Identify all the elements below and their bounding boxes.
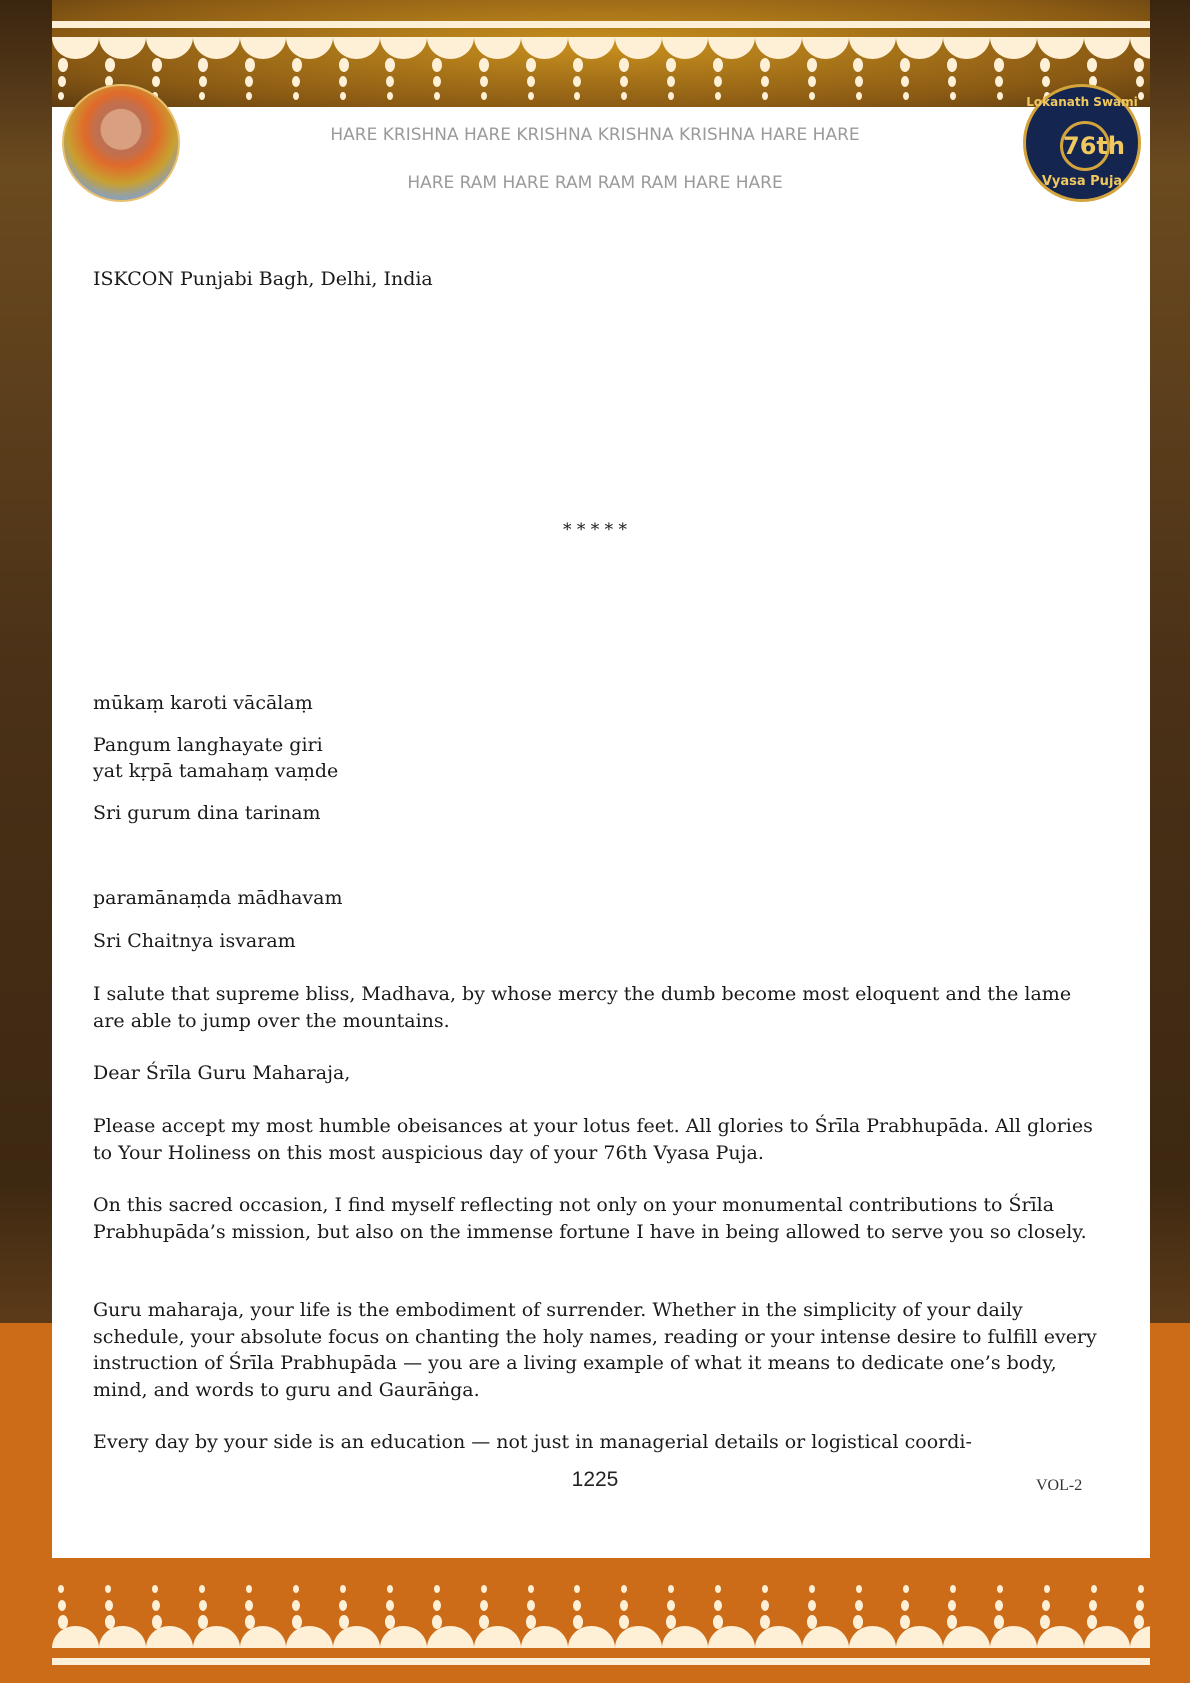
location: ISKCON Punjabi Bagh, Delhi, India [93,268,433,290]
dot [152,76,160,87]
dot [995,76,1003,87]
dot [479,58,489,72]
scallop [474,37,521,59]
page-number: 1225 [571,1468,619,1491]
dot [620,76,628,87]
dot [994,58,1004,72]
verse-line: Sri Chaitnya isvaram [93,930,296,952]
dot [434,92,440,100]
scallop [1084,1626,1131,1648]
dot [1136,76,1144,87]
scallop [240,37,287,59]
dot [855,1600,863,1611]
top-scallop-border [52,37,1150,59]
dot [573,76,581,87]
dot [58,92,64,100]
dot [434,1585,440,1593]
scallop [286,37,333,59]
dot [807,58,817,72]
scallop [146,1626,193,1648]
dot [950,1585,956,1593]
dot [903,92,909,100]
scallop [240,1626,287,1648]
scallop [193,37,240,59]
dot [1089,1600,1097,1611]
dot [528,1585,534,1593]
dot [198,58,208,72]
dot [762,1585,768,1593]
dot [58,1585,64,1593]
dot [386,1600,394,1611]
dot [714,76,722,87]
dot [715,92,721,100]
badge-top-text: Lokanath Swami [1026,95,1138,109]
dot [1042,76,1050,87]
dot [481,92,487,100]
scallop [802,1626,849,1648]
scallop [849,1626,896,1648]
dot [386,76,394,87]
dot [762,92,768,100]
scallop [708,1626,755,1648]
bottom-dot-row [52,1600,1150,1611]
dot [526,58,536,72]
dot [997,1585,1003,1593]
scallop [1037,1626,1084,1648]
top-dot-row [52,58,1150,72]
dot [245,1600,253,1611]
dot [1138,1585,1144,1593]
scallop [1084,37,1131,59]
dot [809,1585,815,1593]
dot [293,92,299,100]
dot [948,76,956,87]
dot [621,1585,627,1593]
top-dot-row [52,92,1150,100]
dot [480,1600,488,1611]
scallop [333,1626,380,1648]
scallop [521,1626,568,1648]
scallop [568,37,615,59]
dot [761,1600,769,1611]
dot [950,92,956,100]
dot [714,1600,722,1611]
dot [199,92,205,100]
bottom-dot-row [52,1585,1150,1593]
dot [199,76,207,87]
scallop [990,37,1037,59]
dot [809,92,815,100]
dot [903,1585,909,1593]
dot [340,1585,346,1593]
dot [901,1600,909,1611]
dot [339,1600,347,1611]
dot [199,1585,205,1593]
scallop [1130,37,1150,59]
scallop [615,1626,662,1648]
dot [245,76,253,87]
dot [855,76,863,87]
dot [574,1585,580,1593]
scallop [849,37,896,59]
dot [105,1585,111,1593]
dot [619,58,629,72]
dot [666,58,676,72]
dot [293,1585,299,1593]
body-paragraph: On this sacred occasion, I find myself reflecting not only on your monumental contributions to Śrīla Prabhupāda’s mission, but also on the immense fortune I have in being allowed to serve you so closely. [93,1194,1087,1243]
dot [433,1600,441,1611]
dot [620,1600,628,1611]
dot [808,76,816,87]
dot [527,1600,535,1611]
scallop [427,1626,474,1648]
scallop [943,1626,990,1648]
dot [246,92,252,100]
dot [152,1585,158,1593]
dot [997,92,1003,100]
scallop [990,1626,1037,1648]
top-border-line [52,21,1150,28]
dot [105,58,115,72]
dot [481,1585,487,1593]
dot [1042,1600,1050,1611]
scallop [1037,37,1084,59]
scallop [802,37,849,59]
dot [528,92,534,100]
dot [1044,1585,1050,1593]
scallop [755,1626,802,1648]
dot [713,58,723,72]
dot [856,92,862,100]
dot [668,1585,674,1593]
dot [387,92,393,100]
dot [527,76,535,87]
verse-line: mūkaṃ karoti vācālaṃ [93,692,313,714]
salutation: Dear Śrīla Guru Maharaja, [93,1062,351,1084]
dot [152,1600,160,1611]
verse-line: paramānaṃda mādhavam [93,887,343,909]
dot [948,1600,956,1611]
body-paragraph: Every day by your side is an education — not just in managerial details or logistical coordi- [93,1431,972,1453]
dot [1138,92,1144,100]
dot [199,1600,207,1611]
scallop [896,37,943,59]
dot [900,58,910,72]
verse-line: Pangum langhayate giri [93,734,323,756]
dot [760,58,770,72]
scallop [286,1626,333,1648]
verse-translation: I salute that supreme bliss, Madhava, by whose mercy the dumb become most eloquent and the lame are able to jump over the mountains. [93,983,1072,1032]
dot [1134,58,1144,72]
scallop [568,1626,615,1648]
dot [761,76,769,87]
dot [292,1600,300,1611]
dot [339,76,347,87]
dot [574,92,580,100]
badge-number: 76th [1060,121,1110,171]
top-dot-row [52,76,1150,87]
dot [621,92,627,100]
dot [668,92,674,100]
dot [152,58,162,72]
dot [246,1585,252,1593]
dot [292,58,302,72]
dot [245,58,255,72]
dot [58,76,66,87]
scallop [193,1626,240,1648]
scallop [615,37,662,59]
verse-line: yat kṛpā tamahaṃ vaṃde [93,760,339,782]
dot [901,76,909,87]
scallop [474,1626,521,1648]
body-paragraph: Please accept my most humble obeisances at your lotus feet. All glories to Śrīla Prabhupāda. All glories to Your Holiness on this most auspicious day of your 76th Vyasa Puja. [93,1115,1093,1164]
dot [1040,58,1050,72]
scallop [52,1626,99,1648]
scallop [521,37,568,59]
dot [387,1585,393,1593]
bottom-border-line [52,1658,1150,1665]
dot [667,1600,675,1611]
scallop [943,37,990,59]
dot [573,58,583,72]
scallop [662,1626,709,1648]
dot [715,1585,721,1593]
separator: * * * * * [562,520,628,540]
verse-line: Sri gurum dina tarinam [93,802,321,824]
dot [853,58,863,72]
scallop [1130,1626,1150,1648]
scallop [52,37,99,59]
scallop [708,37,755,59]
scallop [427,37,474,59]
scallop [99,1626,146,1648]
scallop [146,37,193,59]
dot [385,58,395,72]
dot [480,76,488,87]
dot [1087,58,1097,72]
body-paragraph: Guru maharaja, your life is the embodiment of surrender. Whether in the simplicity of your daily schedule, your absolute focus on chanting the holy names, reading or your intense desire to fulfill every instruction of Śrīla Prabhupāda — you are a living example of what it means to dedicate one’s body, mind, and words to guru and Gaurāṅga. [93,1299,1097,1401]
bottom-scallop-border [52,1626,1150,1648]
dot [433,76,441,87]
scallop [380,1626,427,1648]
dot [340,92,346,100]
mantra-line-2: HARE RAM HARE RAM RAM RAM HARE HARE [407,173,783,193]
dot [808,1600,816,1611]
dot [856,1585,862,1593]
scallop [896,1626,943,1648]
dot [105,1600,113,1611]
scallop [662,37,709,59]
mantra-line-1: HARE KRISHNA HARE KRISHNA KRISHNA KRISHNA HARE HARE [330,125,860,145]
dot [58,58,68,72]
dot [947,58,957,72]
dot [995,1600,1003,1611]
dot [573,1600,581,1611]
scallop [333,37,380,59]
dot [1136,1600,1144,1611]
dot [58,1600,66,1611]
scallop [99,37,146,59]
scallop [755,37,802,59]
badge-bottom-text: Vyasa Puja [1041,174,1123,189]
dot [292,76,300,87]
dot [1091,1585,1097,1593]
dot [667,76,675,87]
dot [432,58,442,72]
dot [339,58,349,72]
scallop [380,37,427,59]
volume-label: VOL-2 [1036,1477,1083,1494]
